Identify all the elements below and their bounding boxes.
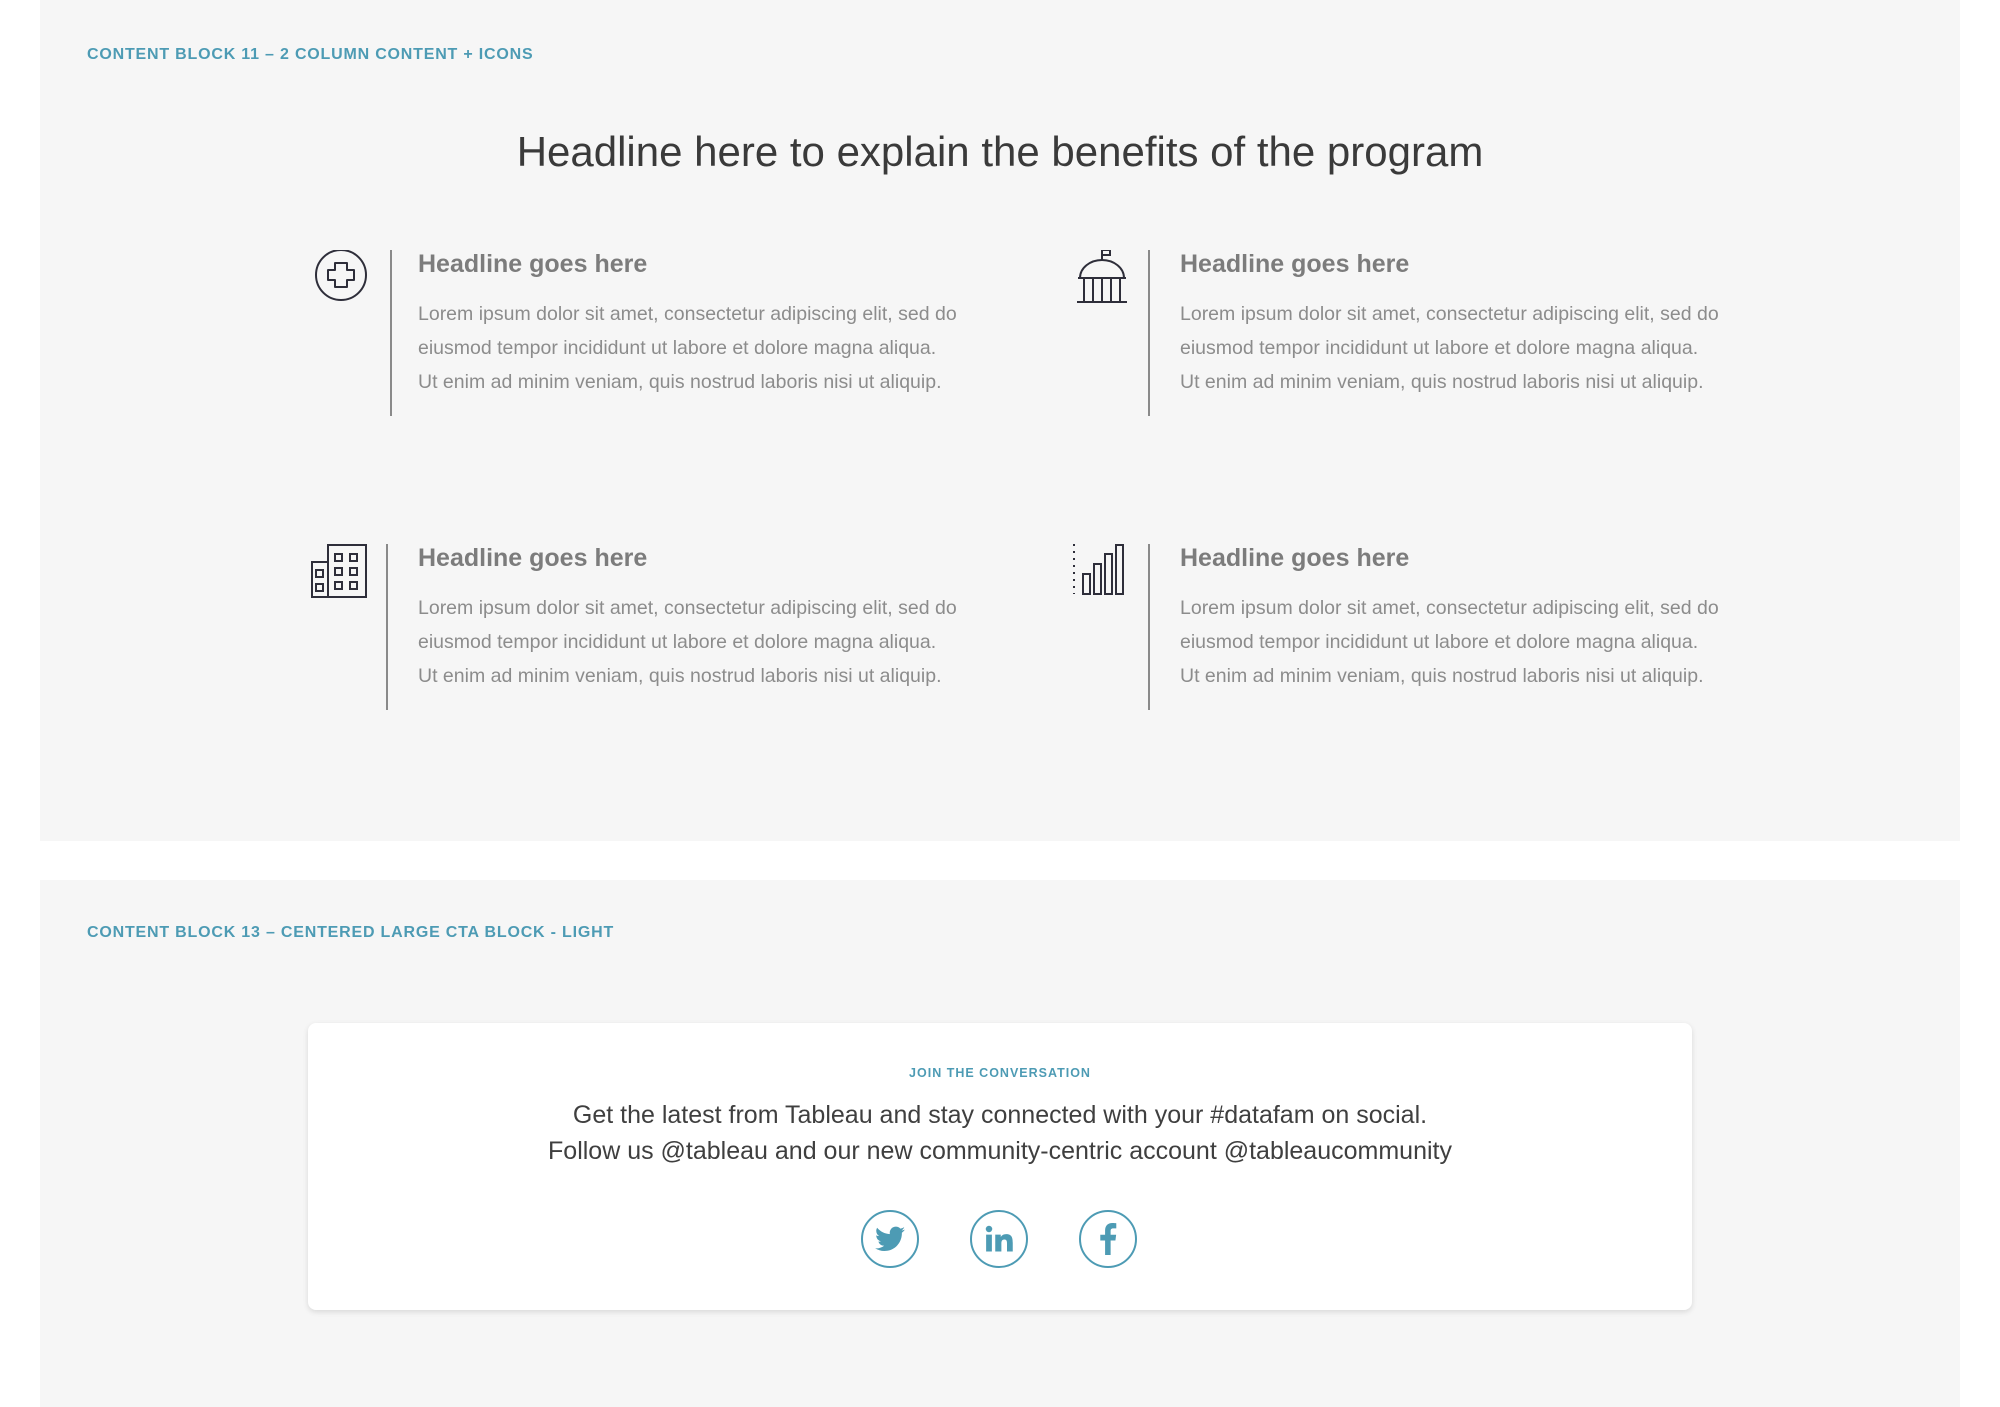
- twitter-icon: [875, 1226, 905, 1252]
- content-block-13: [40, 880, 1960, 1407]
- linkedin-button[interactable]: [970, 1210, 1028, 1268]
- cta-text: [308, 1097, 1692, 1169]
- office-building-icon: [311, 544, 371, 604]
- feature-title: Headline goes here: [1180, 250, 1410, 278]
- feature-title: Headline goes here: [418, 544, 648, 572]
- feature-body: Lorem ipsum dolor sit amet, consectetur adipiscing elit, sed do eiusmod tempor incididunt ut labore et dolore magna aliqua. Ut enim ad minim veniam, quis nostrud laboris nisi ut aliquip.: [418, 597, 957, 687]
- feature-body: Lorem ipsum dolor sit amet, consectetur adipiscing elit, sed do eiusmod tempor incididunt ut labore et dolore magna aliqua. Ut enim ad minim veniam, quis nostrud laboris nisi ut aliquip.: [1180, 303, 1719, 393]
- feature-body: Lorem ipsum dolor sit amet, consectetur adipiscing elit, sed do eiusmod tempor incididunt ut labore et dolore magna aliqua. Ut enim ad minim veniam, quis nostrud laboris nisi ut aliquip.: [1180, 597, 1719, 687]
- feature-item: [1073, 250, 1719, 450]
- block-label: CONTENT BLOCK 11 – 2 COLUMN CONTENT + ICONS: [87, 46, 534, 63]
- feature-title: Headline goes here: [418, 250, 648, 278]
- facebook-icon: [1099, 1223, 1117, 1255]
- cta-line-2: Follow us @tableau and our new community-centric account @tableaucommunity: [548, 1137, 1452, 1165]
- facebook-button[interactable]: [1079, 1210, 1137, 1268]
- block-label: CONTENT BLOCK 13 – CENTERED LARGE CTA BLOCK - LIGHT: [87, 924, 615, 941]
- feature-body: Lorem ipsum dolor sit amet, consectetur adipiscing elit, sed do eiusmod tempor incididunt ut labore et dolore magna aliqua. Ut enim ad minim veniam, quis nostrud laboris nisi ut aliquip.: [418, 303, 957, 393]
- divider: [390, 250, 392, 416]
- divider: [1148, 544, 1150, 710]
- linkedin-icon: [984, 1224, 1014, 1254]
- bar-chart-icon: [1073, 544, 1133, 604]
- medical-cross-icon: [311, 250, 371, 310]
- twitter-button[interactable]: [861, 1210, 919, 1268]
- cta-eyebrow: JOIN THE CONVERSATION: [909, 1066, 1091, 1080]
- main-headline: Headline here to explain the benefits of the program: [516, 128, 1484, 175]
- content-block-11: [40, 0, 1960, 841]
- feature-item: [311, 250, 957, 450]
- feature-item: [1073, 544, 1719, 744]
- divider: [1148, 250, 1150, 416]
- feature-title: Headline goes here: [1180, 544, 1410, 572]
- feature-item: [311, 544, 957, 744]
- cta-card: [308, 1023, 1692, 1310]
- cta-line-1: Get the latest from Tableau and stay connected with your #datafam on social.: [572, 1101, 1428, 1129]
- government-building-icon: [1073, 250, 1133, 310]
- divider: [386, 544, 388, 710]
